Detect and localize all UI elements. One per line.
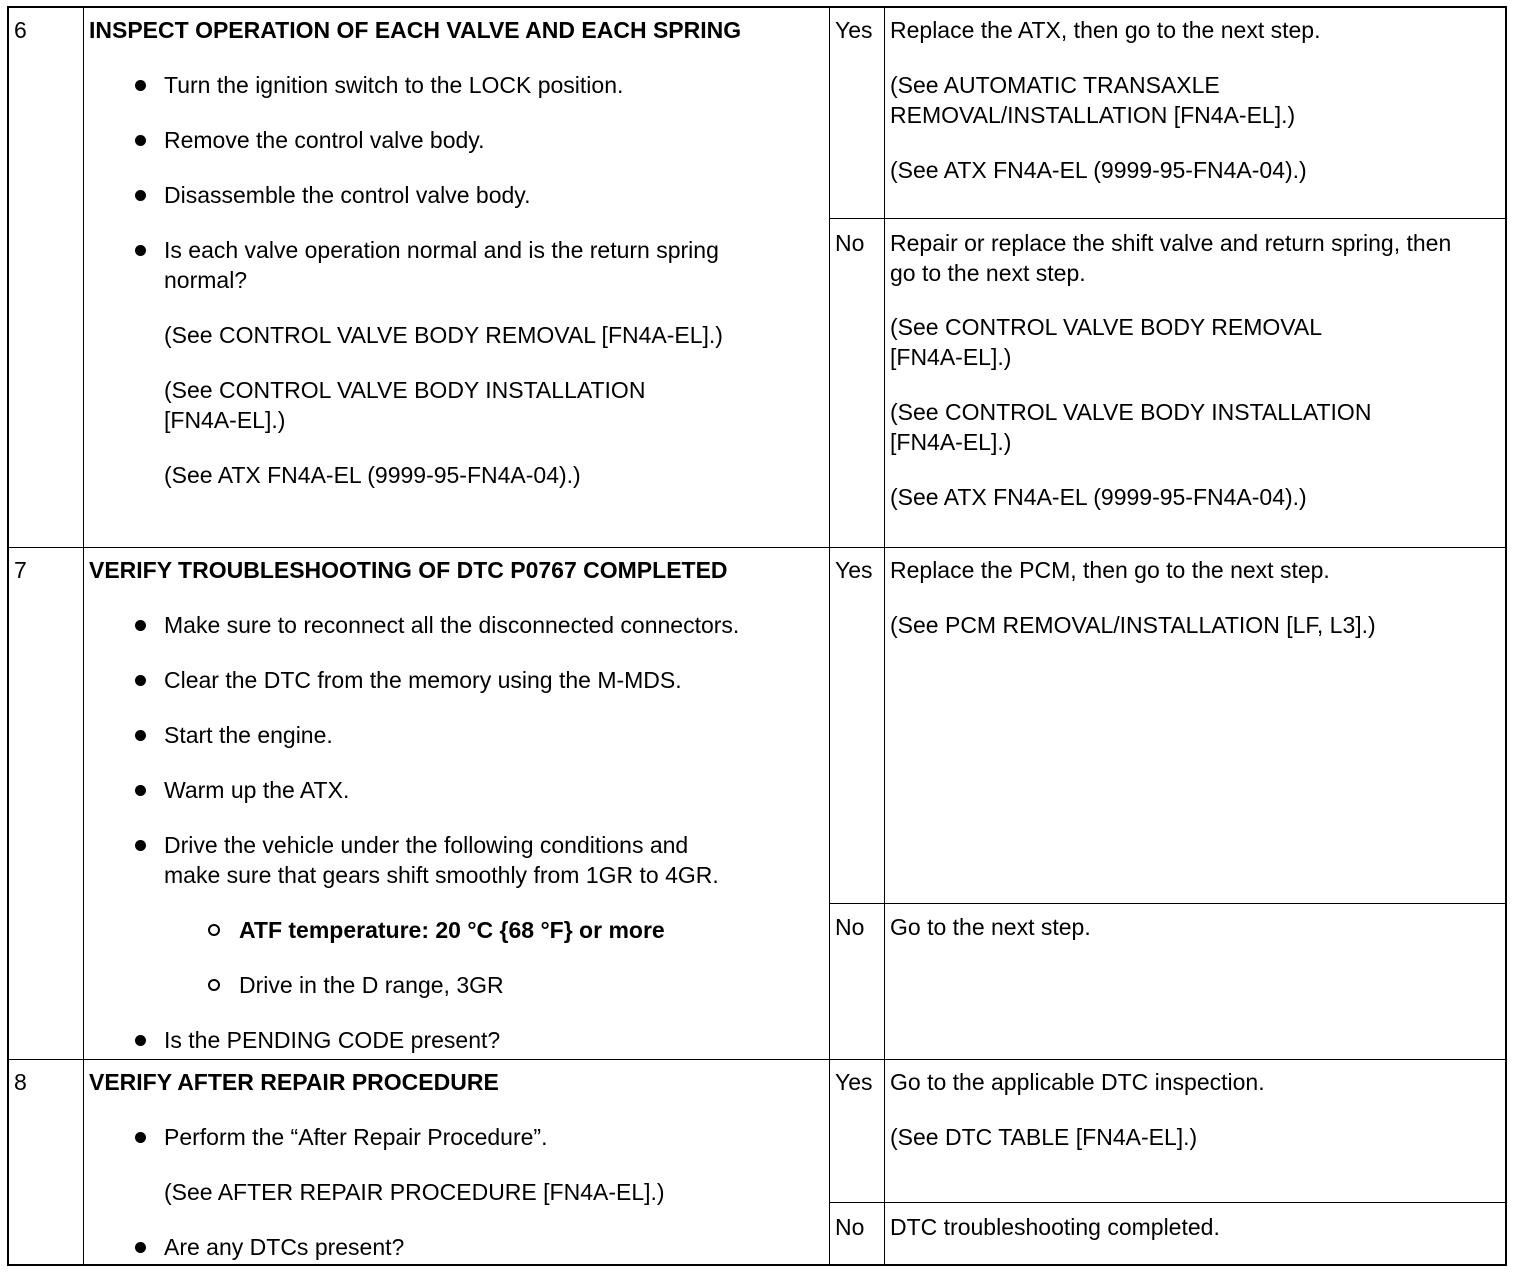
reference-link-cont[interactable]: [FN4A-EL].) (890, 429, 1012, 455)
reference-link[interactable]: (See ATX FN4A-EL (9999-95-FN4A-04).) (890, 157, 1307, 183)
column-divider (83, 8, 84, 1264)
yes-action: Replace the PCM, then go to the next step. (890, 557, 1330, 583)
bullet-icon (135, 190, 146, 201)
step-number: 8 (14, 1069, 27, 1095)
instruction-item: Disassemble the control valve body. (164, 182, 531, 208)
bullet-icon (135, 620, 146, 631)
no-label: No (835, 230, 865, 256)
instruction-item: Make sure to reconnect all the disconnected connectors. (164, 612, 740, 638)
step-title: VERIFY TROUBLESHOOTING OF DTC P0767 COMPLETED (89, 557, 728, 583)
condition-item: Drive in the D range, 3GR (239, 972, 504, 998)
result-divider (829, 218, 1505, 219)
bullet-icon (135, 840, 146, 851)
troubleshooting-table (7, 6, 1507, 1266)
bullet-icon (135, 1242, 146, 1253)
sub-bullet-icon (208, 924, 220, 936)
instruction-item: Start the engine. (164, 722, 333, 748)
reference-link[interactable]: (See AFTER REPAIR PROCEDURE [FN4A-EL].) (164, 1179, 665, 1205)
yes-label: Yes (835, 557, 873, 583)
yes-action: Go to the applicable DTC inspection. (890, 1069, 1265, 1095)
no-label: No (835, 1214, 865, 1240)
instruction-item: Remove the control valve body. (164, 127, 485, 153)
instruction-item: Are any DTCs present? (164, 1234, 405, 1260)
reference-link[interactable]: (See CONTROL VALVE BODY INSTALLATION (890, 399, 1372, 425)
reference-link[interactable]: (See CONTROL VALVE BODY REMOVAL [FN4A-EL].) (164, 322, 723, 348)
reference-link[interactable]: (See DTC TABLE [FN4A-EL].) (890, 1124, 1198, 1150)
instruction-item: Is each valve operation normal and is the return spring (164, 237, 719, 263)
row-divider (9, 1059, 1505, 1060)
bullet-icon (135, 135, 146, 146)
result-divider (829, 1202, 1505, 1203)
reference-link[interactable]: (See PCM REMOVAL/INSTALLATION [LF, L3].) (890, 612, 1376, 638)
no-label: No (835, 914, 865, 940)
reference-link-cont[interactable]: [FN4A-EL].) (890, 344, 1012, 370)
column-divider (884, 8, 885, 1264)
instruction-item-cont: make sure that gears shift smoothly from 1GR to 4GR. (164, 862, 719, 888)
yes-label: Yes (835, 1069, 873, 1095)
bullet-icon (135, 675, 146, 686)
instruction-item-cont: normal? (164, 267, 248, 293)
instruction-item: Drive the vehicle under the following conditions and (164, 832, 689, 858)
bullet-icon (135, 80, 146, 91)
instruction-item: Perform the “After Repair Procedure”. (164, 1124, 548, 1150)
bullet-icon (135, 1132, 146, 1143)
reference-link[interactable]: (See AUTOMATIC TRANSAXLE (890, 72, 1220, 98)
column-divider (829, 8, 830, 1264)
instruction-item: Turn the ignition switch to the LOCK position. (164, 72, 624, 98)
condition-item: ATF temperature: 20 °C {68 °F} or more (239, 917, 665, 943)
no-action: Repair or replace the shift valve and return spring, then (890, 230, 1452, 256)
reference-link-cont[interactable]: [FN4A-EL].) (164, 407, 286, 433)
no-action: Go to the next step. (890, 914, 1091, 940)
yes-action: Replace the ATX, then go to the next step. (890, 17, 1321, 43)
result-divider (829, 903, 1505, 904)
reference-link[interactable]: (See CONTROL VALVE BODY INSTALLATION (164, 377, 646, 403)
reference-link[interactable]: (See ATX FN4A-EL (9999-95-FN4A-04).) (164, 462, 581, 488)
step-title: VERIFY AFTER REPAIR PROCEDURE (89, 1069, 499, 1095)
no-action: DTC troubleshooting completed. (890, 1214, 1220, 1240)
bullet-icon (135, 1035, 146, 1046)
no-action-cont: go to the next step. (890, 260, 1086, 286)
bullet-icon (135, 245, 146, 256)
sub-bullet-icon (208, 979, 220, 991)
instruction-item: Clear the DTC from the memory using the M-MDS. (164, 667, 682, 693)
step-number: 6 (14, 17, 27, 43)
step-title: INSPECT OPERATION OF EACH VALVE AND EACH SPRING (89, 17, 742, 43)
instruction-item: Warm up the ATX. (164, 777, 350, 803)
row-divider (9, 547, 1505, 548)
instruction-item: Is the PENDING CODE present? (164, 1027, 501, 1053)
step-number: 7 (14, 557, 27, 583)
bullet-icon (135, 785, 146, 796)
reference-link-cont[interactable]: REMOVAL/INSTALLATION [FN4A-EL].) (890, 102, 1296, 128)
yes-label: Yes (835, 17, 873, 43)
reference-link[interactable]: (See CONTROL VALVE BODY REMOVAL (890, 314, 1323, 340)
bullet-icon (135, 730, 146, 741)
reference-link[interactable]: (See ATX FN4A-EL (9999-95-FN4A-04).) (890, 484, 1307, 510)
